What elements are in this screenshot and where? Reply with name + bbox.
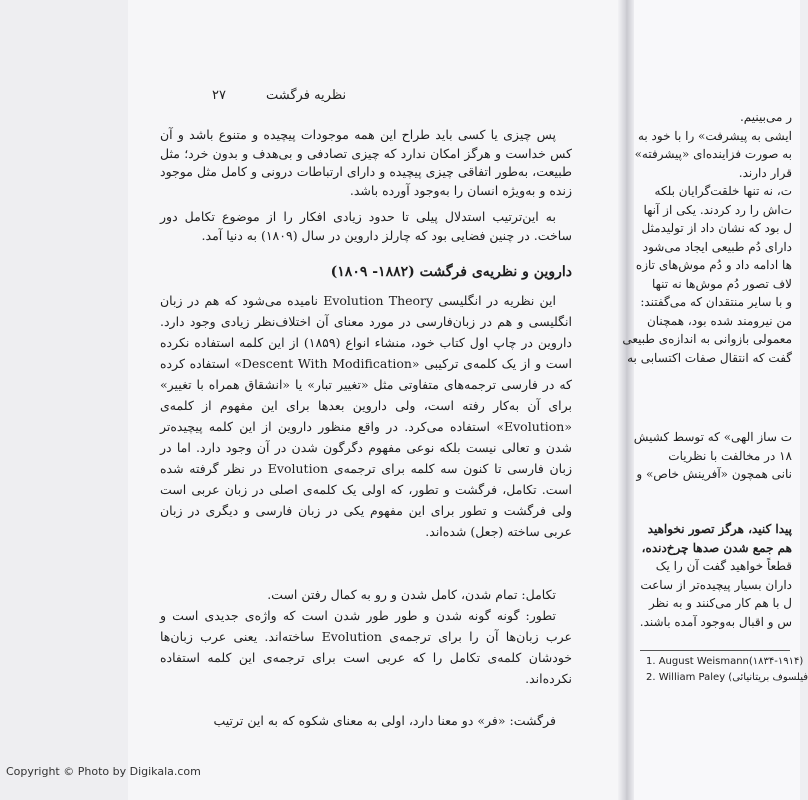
- background: [0, 0, 128, 800]
- paragraph-2: به این‌ترتیب استدلال پیلی تا حدود زیادی افکار را از موضوع تکامل دور ساخت. در چنین فضایی بود که چارلز داروین در سال (۱۸۰۹) به دنیا آمد.: [160, 209, 572, 243]
- right-line: نانی همچون «آفرینش خاص» و: [636, 467, 792, 481]
- right-line: پیدا کنید، هرگز تصور نخواهید: [647, 522, 792, 536]
- right-line: قطعاً خواهید گفت آن را یک: [655, 559, 792, 573]
- right-line: ت‌اش را رد کردند. یکی از آنها: [643, 202, 792, 217]
- right-page-block-1: [622, 108, 792, 367]
- right-line: دارای دُم طبیعی ایجاد می‌شود: [642, 239, 792, 254]
- right-line: هم جمع شدن صدها چرخ‌دنده،: [641, 540, 792, 555]
- right-page-block-2: [634, 428, 792, 484]
- right-line: ایشی به پیشرفت» را با خود به: [637, 128, 792, 143]
- section-heading: داروین و نظریه‌ی فرگشت (۱۸۸۲- ۱۸۰۹): [330, 264, 572, 280]
- right-page-block-3: [634, 520, 792, 631]
- paragraph-3: این نظریه در انگلیسی Evolution Theory نامیده می‌شود که هم در زبان انگلیسی و هم در زبان‌فارسی در مورد معنای آن اختلاف‌نظر زیادی وجود دارد. داروین در چاپ اول کتاب خود، منشاء انواع (۱۸۵۹) از این کلمه استفاده نکرده است و از یک کلمه‌ی ترکیبی «Descent With Modification» استفاده کرده که در فارسی ترجمه‌های متفاوتی مثل «تغییر تبار» یا «انشقاق همراه با تغییر» برای آن به‌کار رفته است، ولی داروین بعدها برای این مفهوم از کلمه‌ی «Evolution» استفاده می‌کرد. در واقع منظور داروین از این کلمه پیچیده‌تر شدن و تعالی نیست بلکه نوعی مفهوم دگرگون شدن در آن وجود دارد. اما در زبان فارسی تا کنون سه کلمه برای ترجمه‌ی Evolution در نظر گرفته شده است. تکامل، فرگشت و تطور، که اولی یک کلمه‌ی اصلی در زبان عربی است ولی فرگشت و تطور برای این مفهوم یکی در زبان فارسی و دیگری در زبان عربی ساخته (جعل) شده‌اند.: [160, 293, 573, 539]
- footnote-1: 1. August Weismann(۱۸۳۴-۱۹۱۴): [646, 656, 804, 667]
- right-line: گفت که انتقال صفات اکتسابی به: [627, 350, 792, 365]
- book-gutter: [618, 0, 634, 800]
- right-line: ت، نه تنها خلقت‌گرایان بلکه: [654, 184, 792, 198]
- page-number: ۲۷: [212, 88, 226, 103]
- right-line: ر می‌بینیم.: [739, 110, 792, 124]
- running-header-title: نظریه فرگشت: [266, 88, 347, 103]
- right-line: ت ساز الهی» که توسط کشیش: [633, 430, 792, 444]
- paragraph-1: پس چیزی یا کسی باید طراح این همه موجودات پیچیده و متنوع باشد و آن کس خداست و هرگز امکان ندارد که چیزی تصادفی و بی‌هدف و بدون خرد؛ مثل طبیعت، به‌طور اتفاقی چیزی پیچیده و دارای ارتباطات درونی و کامل مثل موجود زنده و به‌ویژه انسان را به‌وجود آورده باشد.: [160, 127, 572, 198]
- paragraph-6: فرگشت: «فر» دو معنا دارد، اولی به معنای شکوه که به این ترتیب: [213, 713, 556, 728]
- right-line: لاف تصور دُم موش‌ها نه تنها: [651, 276, 792, 291]
- right-line: س و اقبال به‌وجود آمده باشند.: [639, 614, 792, 629]
- right-line: من نیرومند شده بود، همچنان: [646, 313, 792, 328]
- right-line: ۱۸ در مخالفت با نظریات: [668, 448, 792, 463]
- footnote-divider: [640, 650, 790, 651]
- copyright-text: Copyright © Photo by Digikala.com: [6, 765, 201, 778]
- right-line: داران بسیار پیچیده‌تر از ساعت: [640, 577, 792, 592]
- right-line: به صورت فزاینده‌ای «پیشرفته»: [634, 147, 792, 161]
- right-line: ل بود که نشان داد از تولیدمثل: [641, 221, 792, 235]
- footnote-2: 2. William Paley (فیلسوف بریتانیائی: [646, 672, 808, 683]
- right-line: ل با هم کار می‌کنند و به نظر: [649, 596, 792, 610]
- right-line: قرار دارند.: [738, 165, 792, 180]
- paragraph-5: تطور: گونه گونه شدن و طور طور شدن است که واژه‌ی جدیدی است و عرب زبان‌ها آن را برای ترجمه‌ی Evolution ساخته‌اند. یعنی عرب زبان‌ها خودشان کلمه‌ی تکامل را که عربی است برای ترجمه‌ی این کلمه استفاده نکرده‌اند.: [160, 608, 572, 686]
- right-line: معمولی بازوانی به اندازه‌ی طبیعی: [622, 332, 792, 346]
- right-line: و با سایر منتقدان که می‌گفتند:: [640, 295, 792, 309]
- paragraph-4: تکامل: تمام شدن، کامل شدن و رو به کمال رفتن است.: [267, 587, 556, 602]
- right-line: ها ادامه داد و دُم موش‌های تازه: [635, 258, 792, 272]
